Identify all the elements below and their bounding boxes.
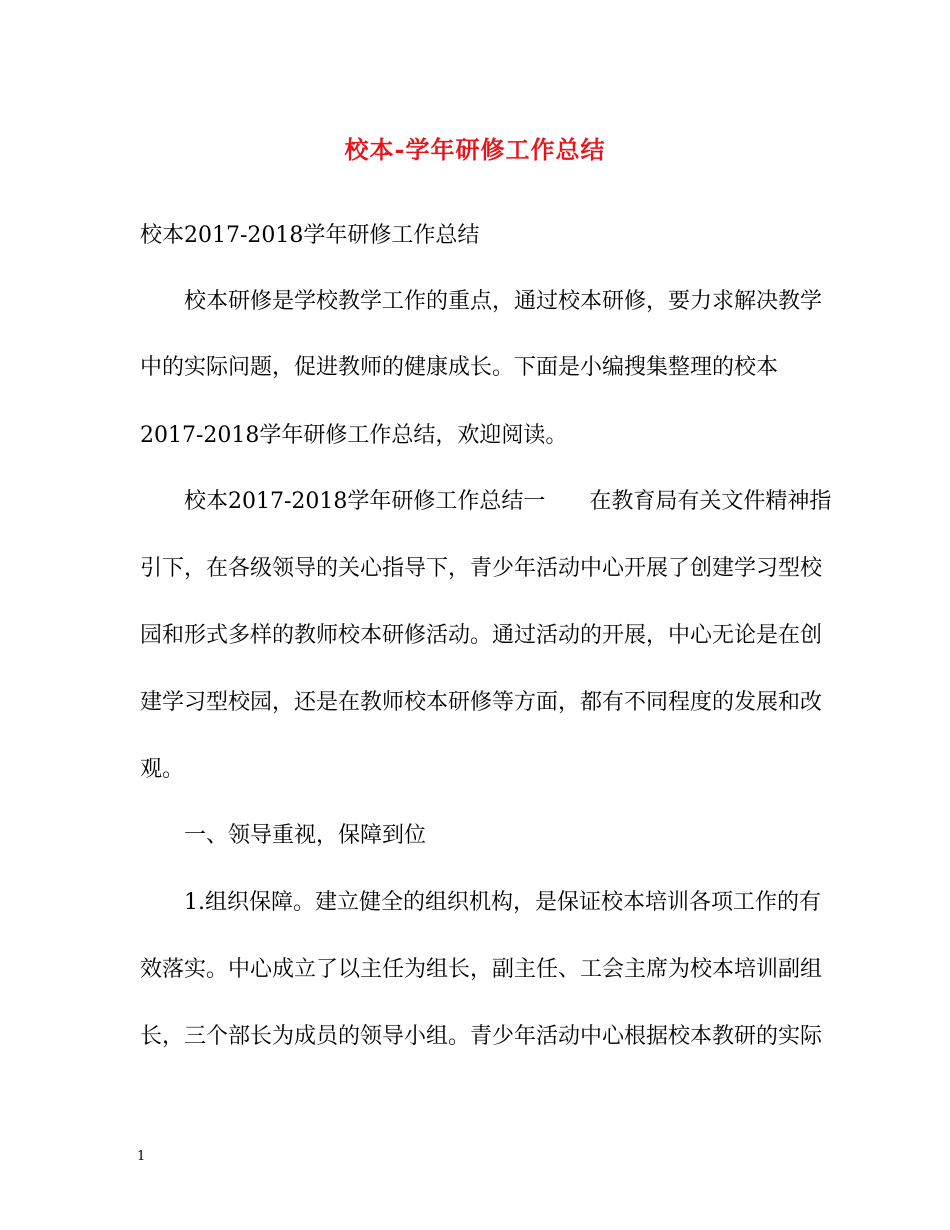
paragraph-line: 长，三个部长为成员的领导小组。青少年活动中心根据校本教研的实际 (140, 1024, 823, 1049)
paragraph-line: 1.组织保障。建立健全的组织机构，是保证校本培训各项工作的有 (184, 890, 821, 915)
paragraph-line: 观。 (140, 757, 185, 782)
paragraph-line: 校本2017-2018学年研修工作总结一 在教育局有关文件精神指 (184, 489, 832, 514)
document-title: 校本-学年研修工作总结 (344, 135, 606, 164)
paragraph-line: 校本研修是学校教学工作的重点，通过校本研修，要力求解决教学 (184, 289, 823, 314)
paragraph-line: 建学习型校园，还是在教师校本研修等方面，都有不同程度的发展和改 (140, 690, 823, 715)
paragraph-line: 引下，在各级领导的关心指导下，青少年活动中心开展了创建学习型校 (140, 556, 823, 581)
paragraph-line: 园和形式多样的教师校本研修活动。通过活动的开展，中心无论是在创 (140, 623, 823, 648)
document-subtitle-line: 校本2017-2018学年研修工作总结 (140, 223, 480, 248)
paragraph-line: 2017-2018学年研修工作总结，欢迎阅读。 (140, 423, 568, 448)
page-number: 1 (137, 1149, 146, 1164)
paragraph-line: 效落实。中心成立了以主任为组长，副主任、工会主席为校本培训副组 (140, 957, 823, 982)
paragraph-line: 中的实际问题，促进教师的健康成长。下面是小编搜集整理的校本 (140, 355, 779, 380)
section-heading: 一、领导重视，保障到位 (184, 823, 427, 848)
